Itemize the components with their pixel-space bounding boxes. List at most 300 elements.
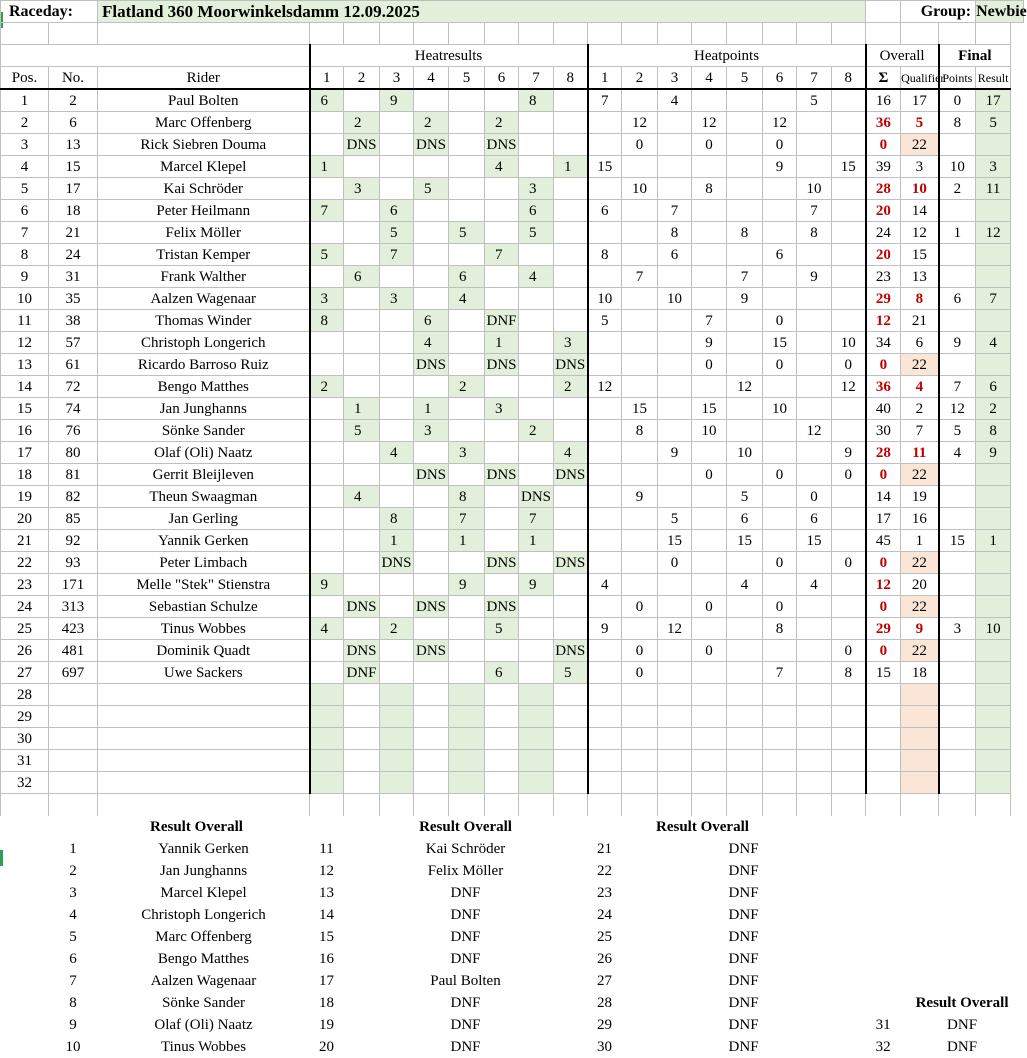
heatpoint-cell[interactable]: 4 <box>727 574 763 596</box>
heatresult-cell[interactable]: DNS <box>344 640 380 662</box>
heatresult-cell[interactable] <box>554 486 588 508</box>
heatpoint-cell[interactable] <box>727 244 763 266</box>
heatresult-cell[interactable] <box>310 750 344 772</box>
heatpoint-cell[interactable] <box>727 640 763 662</box>
heatpoint-cell[interactable] <box>658 706 692 728</box>
heatpoint-cell[interactable] <box>692 486 727 508</box>
rider-name-cell[interactable]: Rick Siebren Douma <box>98 134 310 156</box>
overall-rank[interactable]: 2 <box>69 862 77 879</box>
heatpoint-cell[interactable]: 0 <box>622 134 658 156</box>
heatpoint-cell[interactable] <box>763 486 797 508</box>
heatresult-cell[interactable] <box>519 552 554 574</box>
heatpoint-cell[interactable] <box>797 684 832 706</box>
pos-cell[interactable]: 25 <box>1 618 49 640</box>
final-result-cell[interactable]: 17 <box>976 89 1011 112</box>
heatpoint-cell[interactable]: 15 <box>763 332 797 354</box>
pos-cell[interactable]: 31 <box>1 750 49 772</box>
heatpoint-cell[interactable]: 15 <box>658 530 692 552</box>
group-value[interactable]: Newbie <box>976 1 1024 23</box>
overall-rider[interactable]: DNF <box>728 862 759 879</box>
heatpoint-cell[interactable] <box>622 156 658 178</box>
no-cell[interactable]: 481 <box>49 640 98 662</box>
heatpoint-cell[interactable] <box>658 728 692 750</box>
overall-rank[interactable]: 16 <box>319 950 335 967</box>
heatresult-cell[interactable] <box>519 134 554 156</box>
heatresult-cell[interactable] <box>485 486 519 508</box>
overall-rank[interactable]: 8 <box>69 994 77 1011</box>
heatpoint-cell[interactable] <box>658 134 692 156</box>
no-cell[interactable] <box>49 684 98 706</box>
cell[interactable] <box>1 838 49 860</box>
overall-rider[interactable]: DNF <box>728 840 759 857</box>
rider-name-cell[interactable]: Olaf (Oli) Naatz <box>98 442 310 464</box>
sum-cell[interactable]: 0 <box>866 354 901 376</box>
heatresult-cell[interactable] <box>519 376 554 398</box>
heatpoint-cell[interactable]: 0 <box>692 464 727 486</box>
heatpoint-col-header[interactable]: 4 <box>692 67 727 90</box>
heatresult-cell[interactable]: 8 <box>519 89 554 112</box>
heatpoint-cell[interactable] <box>622 332 658 354</box>
final-points-cell[interactable]: 7 <box>939 376 976 398</box>
heatpoint-cell[interactable] <box>727 398 763 420</box>
heatresult-cell[interactable]: 2 <box>344 112 380 134</box>
heatpoint-cell[interactable] <box>588 772 622 794</box>
heatpoint-cell[interactable]: 4 <box>797 574 832 596</box>
heatresult-cell[interactable] <box>414 200 449 222</box>
heatresult-cell[interactable] <box>485 530 519 552</box>
heatresult-cell[interactable]: 2 <box>554 376 588 398</box>
heatpoint-cell[interactable] <box>727 706 763 728</box>
cell[interactable] <box>1 992 49 1014</box>
overall-rank[interactable]: 5 <box>69 928 77 945</box>
heatpoint-cell[interactable] <box>832 266 866 288</box>
heatpoint-cell[interactable] <box>658 596 692 618</box>
sum-cell[interactable]: 0 <box>866 552 901 574</box>
heatresult-cell[interactable]: 4 <box>380 442 414 464</box>
no-cell[interactable]: 21 <box>49 222 98 244</box>
rider-name-cell[interactable]: Peter Heilmann <box>98 200 310 222</box>
heatpoint-cell[interactable] <box>797 332 832 354</box>
qualifier-cell[interactable]: 12 <box>901 222 939 244</box>
heatpoint-cell[interactable]: 8 <box>727 222 763 244</box>
heatresult-cell[interactable] <box>414 156 449 178</box>
final-points-cell[interactable] <box>939 354 976 376</box>
heatresult-cell[interactable] <box>310 596 344 618</box>
heatresult-cell[interactable]: 4 <box>344 486 380 508</box>
heatresult-cell[interactable] <box>554 618 588 640</box>
heatpoint-cell[interactable] <box>588 112 622 134</box>
heatresult-cell[interactable] <box>380 750 414 772</box>
final-result-cell[interactable] <box>976 310 1011 332</box>
heatresult-cell[interactable] <box>310 728 344 750</box>
pos-cell[interactable]: 30 <box>1 728 49 750</box>
heatpoint-cell[interactable] <box>797 464 832 486</box>
pos-cell[interactable]: 23 <box>1 574 49 596</box>
cell[interactable] <box>901 860 939 882</box>
cell[interactable] <box>1 1014 49 1036</box>
heatpoint-cell[interactable] <box>832 684 866 706</box>
heatresult-cell[interactable]: 6 <box>310 89 344 112</box>
qualifier-cell[interactable]: 13 <box>901 266 939 288</box>
heatresult-cell[interactable]: 5 <box>310 244 344 266</box>
heatresult-cell[interactable] <box>485 442 519 464</box>
heatresult-cell[interactable]: 2 <box>380 618 414 640</box>
heatpoint-cell[interactable] <box>832 89 866 112</box>
rider-name-cell[interactable]: Jan Gerling <box>98 508 310 530</box>
heatresult-cell[interactable]: 4 <box>519 266 554 288</box>
heatresult-cell[interactable] <box>310 222 344 244</box>
heatresult-cell[interactable] <box>485 640 519 662</box>
heatresult-col-header[interactable]: 6 <box>485 67 519 90</box>
heatresult-cell[interactable] <box>414 266 449 288</box>
heatresult-cell[interactable] <box>519 640 554 662</box>
overall-rider[interactable]: Tinus Wobbes <box>160 1038 247 1055</box>
pos-cell[interactable]: 28 <box>1 684 49 706</box>
heatpoint-cell[interactable]: 7 <box>763 662 797 684</box>
heatresult-cell[interactable] <box>310 354 344 376</box>
cell[interactable] <box>1 882 49 904</box>
heatpoint-cell[interactable] <box>832 706 866 728</box>
result-header[interactable]: Result <box>976 67 1011 90</box>
final-result-cell[interactable]: 6 <box>976 376 1011 398</box>
heatresult-cell[interactable]: 6 <box>380 200 414 222</box>
heatresult-cell[interactable] <box>380 706 414 728</box>
cell[interactable] <box>1 794 49 816</box>
pos-cell[interactable]: 1 <box>1 89 49 112</box>
final-points-cell[interactable]: 4 <box>939 442 976 464</box>
heatpoint-col-header[interactable]: 6 <box>763 67 797 90</box>
sum-cell[interactable]: 29 <box>866 288 901 310</box>
heatresult-cell[interactable]: 1 <box>310 156 344 178</box>
heatresult-cell[interactable] <box>485 574 519 596</box>
final-result-cell[interactable] <box>976 552 1011 574</box>
heatresult-cell[interactable] <box>414 530 449 552</box>
no-cell[interactable]: 18 <box>49 200 98 222</box>
heatresult-cell[interactable]: DNS <box>414 134 449 156</box>
heatresult-cell[interactable]: 6 <box>414 310 449 332</box>
heatpoint-cell[interactable] <box>763 750 797 772</box>
qualifier-cell[interactable]: 22 <box>901 552 939 574</box>
heatresult-cell[interactable]: DNS <box>519 486 554 508</box>
overall-rider[interactable]: DNF <box>947 1038 978 1055</box>
final-result-cell[interactable] <box>976 200 1011 222</box>
heatpoint-cell[interactable]: 6 <box>727 508 763 530</box>
cell[interactable] <box>1011 882 1024 904</box>
heatpoint-cell[interactable] <box>763 89 797 112</box>
cell[interactable] <box>866 860 901 882</box>
final-result-cell[interactable] <box>976 266 1011 288</box>
heatresult-cell[interactable] <box>449 200 485 222</box>
heatresult-cell[interactable]: 5 <box>554 662 588 684</box>
qualifier-cell[interactable]: 2 <box>901 398 939 420</box>
final-result-cell[interactable] <box>976 574 1011 596</box>
overall-rank[interactable]: 18 <box>319 994 335 1011</box>
heatresult-cell[interactable] <box>310 706 344 728</box>
final-points-cell[interactable]: 6 <box>939 288 976 310</box>
heatpoint-cell[interactable] <box>588 266 622 288</box>
heatpoint-cell[interactable] <box>797 310 832 332</box>
heatresult-cell[interactable] <box>414 486 449 508</box>
heatpoint-cell[interactable] <box>763 508 797 530</box>
cell[interactable] <box>1011 816 1024 838</box>
overall-header[interactable]: Overall <box>866 45 939 67</box>
heatpoints-header[interactable]: Heatpoints <box>588 45 866 67</box>
heatpoint-cell[interactable] <box>588 662 622 684</box>
no-cell[interactable] <box>49 728 98 750</box>
heatpoint-cell[interactable] <box>588 134 622 156</box>
heatpoint-cell[interactable] <box>763 574 797 596</box>
heatpoint-cell[interactable] <box>727 552 763 574</box>
sum-cell[interactable]: 20 <box>866 200 901 222</box>
final-points-cell[interactable] <box>939 134 976 156</box>
qualifier-cell[interactable] <box>901 706 939 728</box>
overall-rider[interactable]: Sönke Sander <box>162 994 245 1011</box>
pos-cell[interactable]: 29 <box>1 706 49 728</box>
final-points-cell[interactable] <box>939 508 976 530</box>
heatresult-cell[interactable] <box>310 398 344 420</box>
heatresult-cell[interactable] <box>380 486 414 508</box>
heatpoint-cell[interactable] <box>797 750 832 772</box>
heatpoint-cell[interactable] <box>692 266 727 288</box>
heatpoint-cell[interactable] <box>658 112 692 134</box>
heatresult-cell[interactable]: DNF <box>485 310 519 332</box>
heatresult-cell[interactable]: 3 <box>380 288 414 310</box>
heatresult-cell[interactable] <box>449 552 485 574</box>
heatresult-cell[interactable] <box>449 618 485 640</box>
heatresult-cell[interactable] <box>344 442 380 464</box>
overall-rider[interactable]: Marcel Klepel <box>160 884 247 901</box>
heatresult-cell[interactable] <box>414 376 449 398</box>
cell[interactable] <box>692 794 727 816</box>
heatresult-cell[interactable] <box>485 420 519 442</box>
cell[interactable] <box>588 23 622 45</box>
heatresult-cell[interactable] <box>554 684 588 706</box>
rider-name-cell[interactable]: Frank Walther <box>98 266 310 288</box>
heatpoint-cell[interactable] <box>797 442 832 464</box>
heatpoint-cell[interactable]: 7 <box>797 200 832 222</box>
cell[interactable] <box>976 904 1011 926</box>
overall-rider[interactable]: Aalzen Wagenaar <box>150 972 257 989</box>
heatresult-cell[interactable] <box>519 156 554 178</box>
heatresult-cell[interactable] <box>380 398 414 420</box>
heatpoint-cell[interactable] <box>588 354 622 376</box>
heatpoint-cell[interactable] <box>832 530 866 552</box>
overall-rank[interactable]: 22 <box>597 862 613 879</box>
cell[interactable] <box>519 794 554 816</box>
heatresult-cell[interactable]: 2 <box>414 112 449 134</box>
cell[interactable] <box>866 926 901 948</box>
heatpoint-cell[interactable] <box>727 200 763 222</box>
heatpoint-col-header[interactable]: 7 <box>797 67 832 90</box>
heatpoint-cell[interactable] <box>658 640 692 662</box>
heatpoint-cell[interactable]: 0 <box>622 596 658 618</box>
heatpoint-cell[interactable] <box>588 596 622 618</box>
heatresult-cell[interactable] <box>380 662 414 684</box>
heatpoint-cell[interactable] <box>763 376 797 398</box>
overall-rank[interactable]: 19 <box>319 1016 335 1033</box>
heatresult-cell[interactable] <box>310 134 344 156</box>
no-cell[interactable]: 81 <box>49 464 98 486</box>
heatresult-cell[interactable] <box>519 112 554 134</box>
pos-cell[interactable]: 18 <box>1 464 49 486</box>
final-points-cell[interactable] <box>939 684 976 706</box>
overall-rank[interactable]: 21 <box>597 840 613 857</box>
heatpoint-cell[interactable] <box>658 156 692 178</box>
overall-rider[interactable]: DNF <box>450 884 481 901</box>
heatresult-cell[interactable] <box>449 706 485 728</box>
no-cell[interactable]: 171 <box>49 574 98 596</box>
heatresult-cell[interactable] <box>554 508 588 530</box>
rider-name-cell[interactable] <box>98 728 310 750</box>
pos-cell[interactable]: 17 <box>1 442 49 464</box>
heatpoint-cell[interactable]: 0 <box>622 662 658 684</box>
heatpoint-cell[interactable] <box>763 640 797 662</box>
final-result-cell[interactable] <box>976 640 1011 662</box>
final-result-cell[interactable] <box>976 728 1011 750</box>
heatresult-cell[interactable] <box>344 750 380 772</box>
heatresult-cell[interactable]: DNS <box>344 596 380 618</box>
heatpoint-cell[interactable] <box>588 464 622 486</box>
qualifier-cell[interactable]: 16 <box>901 508 939 530</box>
overall-rider[interactable]: DNF <box>450 1038 481 1055</box>
pos-cell[interactable]: 9 <box>1 266 49 288</box>
final-points-cell[interactable] <box>939 728 976 750</box>
cell[interactable] <box>344 23 380 45</box>
heatresult-cell[interactable] <box>380 112 414 134</box>
overall-rider[interactable]: DNF <box>728 928 759 945</box>
heatresult-cell[interactable] <box>449 728 485 750</box>
pos-cell[interactable]: 3 <box>1 134 49 156</box>
heatpoint-col-header[interactable]: 8 <box>832 67 866 90</box>
heatresult-cell[interactable]: 5 <box>485 618 519 640</box>
heatpoint-cell[interactable]: 0 <box>832 354 866 376</box>
heatresult-cell[interactable] <box>449 398 485 420</box>
pos-cell[interactable]: 13 <box>1 354 49 376</box>
heatpoint-cell[interactable] <box>588 728 622 750</box>
overall-rank[interactable]: 10 <box>65 1038 81 1055</box>
heatpoint-cell[interactable] <box>622 772 658 794</box>
overall-rider[interactable]: DNF <box>450 1016 481 1033</box>
heatresult-cell[interactable] <box>519 332 554 354</box>
sum-cell[interactable]: 16 <box>866 89 901 112</box>
heatpoint-cell[interactable]: 10 <box>658 288 692 310</box>
heatpoint-cell[interactable] <box>727 618 763 640</box>
heatresult-cell[interactable]: 7 <box>519 508 554 530</box>
cell[interactable] <box>658 794 692 816</box>
final-result-cell[interactable]: 1 <box>976 530 1011 552</box>
qualifier-cell[interactable]: 20 <box>901 574 939 596</box>
rider-name-cell[interactable]: Christoph Longerich <box>98 332 310 354</box>
heatpoint-cell[interactable] <box>588 552 622 574</box>
cell[interactable] <box>939 23 976 45</box>
final-points-cell[interactable] <box>939 596 976 618</box>
qualifier-cell[interactable]: 5 <box>901 112 939 134</box>
heatresult-cell[interactable] <box>485 222 519 244</box>
sum-cell[interactable]: 28 <box>866 178 901 200</box>
no-cell[interactable]: 697 <box>49 662 98 684</box>
overall-rank[interactable]: 31 <box>875 1016 891 1033</box>
cell[interactable] <box>49 23 98 45</box>
no-cell[interactable]: 92 <box>49 530 98 552</box>
qualifier-cell[interactable]: 21 <box>901 310 939 332</box>
no-cell[interactable]: 76 <box>49 420 98 442</box>
cell[interactable] <box>939 948 976 970</box>
overall-rider[interactable]: DNF <box>728 972 759 989</box>
heatresult-cell[interactable] <box>310 508 344 530</box>
heatresult-cell[interactable] <box>310 266 344 288</box>
qualifier-cell[interactable]: 4 <box>901 376 939 398</box>
no-cell[interactable]: 15 <box>49 156 98 178</box>
heatresult-cell[interactable] <box>310 486 344 508</box>
cell[interactable] <box>866 23 901 45</box>
rider-name-cell[interactable]: Gerrit Bleijleven <box>98 464 310 486</box>
heatresult-cell[interactable] <box>414 662 449 684</box>
heatresult-cell[interactable]: DNS <box>414 596 449 618</box>
final-result-cell[interactable] <box>976 684 1011 706</box>
final-header[interactable]: Final <box>939 45 1011 67</box>
heatpoint-cell[interactable] <box>692 442 727 464</box>
heatresult-cell[interactable]: DNS <box>414 464 449 486</box>
sum-cell[interactable]: 12 <box>866 310 901 332</box>
cell[interactable] <box>976 816 1011 838</box>
sum-cell[interactable]: 39 <box>866 156 901 178</box>
overall-rank[interactable]: 9 <box>69 1016 77 1033</box>
heatresult-cell[interactable] <box>485 750 519 772</box>
heatpoint-cell[interactable] <box>622 442 658 464</box>
heatpoint-cell[interactable]: 8 <box>763 618 797 640</box>
cell[interactable] <box>976 860 1011 882</box>
heatpoint-cell[interactable]: 0 <box>832 552 866 574</box>
rider-name-cell[interactable]: Peter Limbach <box>98 552 310 574</box>
heatpoint-cell[interactable]: 12 <box>658 618 692 640</box>
overall-rider[interactable]: DNF <box>728 906 759 923</box>
rider-name-cell[interactable] <box>98 772 310 794</box>
rider-name-cell[interactable]: Felix Möller <box>98 222 310 244</box>
heatpoint-cell[interactable] <box>727 112 763 134</box>
heatpoint-cell[interactable] <box>658 310 692 332</box>
sum-cell[interactable]: 45 <box>866 530 901 552</box>
heatpoint-cell[interactable] <box>692 244 727 266</box>
overall-rank[interactable]: 26 <box>597 950 613 967</box>
heatpoint-cell[interactable]: 5 <box>658 508 692 530</box>
heatresult-cell[interactable]: 4 <box>449 288 485 310</box>
final-result-cell[interactable] <box>976 772 1011 794</box>
heatresult-col-header[interactable]: 8 <box>554 67 588 90</box>
pos-cell[interactable]: 4 <box>1 156 49 178</box>
cell[interactable] <box>976 970 1011 992</box>
pos-cell[interactable]: 11 <box>1 310 49 332</box>
overall-rider[interactable]: Jan Junghanns <box>159 862 248 879</box>
heatresult-col-header[interactable]: 5 <box>449 67 485 90</box>
sum-cell[interactable]: 0 <box>866 134 901 156</box>
heatpoint-cell[interactable] <box>622 244 658 266</box>
cell[interactable] <box>449 794 485 816</box>
heatpoint-cell[interactable] <box>797 772 832 794</box>
heatresult-cell[interactable]: 1 <box>449 530 485 552</box>
heatresult-cell[interactable]: 4 <box>554 442 588 464</box>
heatresult-cell[interactable] <box>485 728 519 750</box>
heatpoint-cell[interactable] <box>692 376 727 398</box>
heatresult-cell[interactable] <box>344 772 380 794</box>
rider-name-cell[interactable]: Uwe Sackers <box>98 662 310 684</box>
heatpoint-cell[interactable] <box>692 530 727 552</box>
final-result-cell[interactable]: 5 <box>976 112 1011 134</box>
cell[interactable] <box>1 1036 49 1058</box>
qualifier-cell[interactable]: 18 <box>901 662 939 684</box>
heatresult-cell[interactable] <box>344 156 380 178</box>
heatpoint-cell[interactable] <box>832 508 866 530</box>
heatresult-cell[interactable]: 9 <box>519 574 554 596</box>
